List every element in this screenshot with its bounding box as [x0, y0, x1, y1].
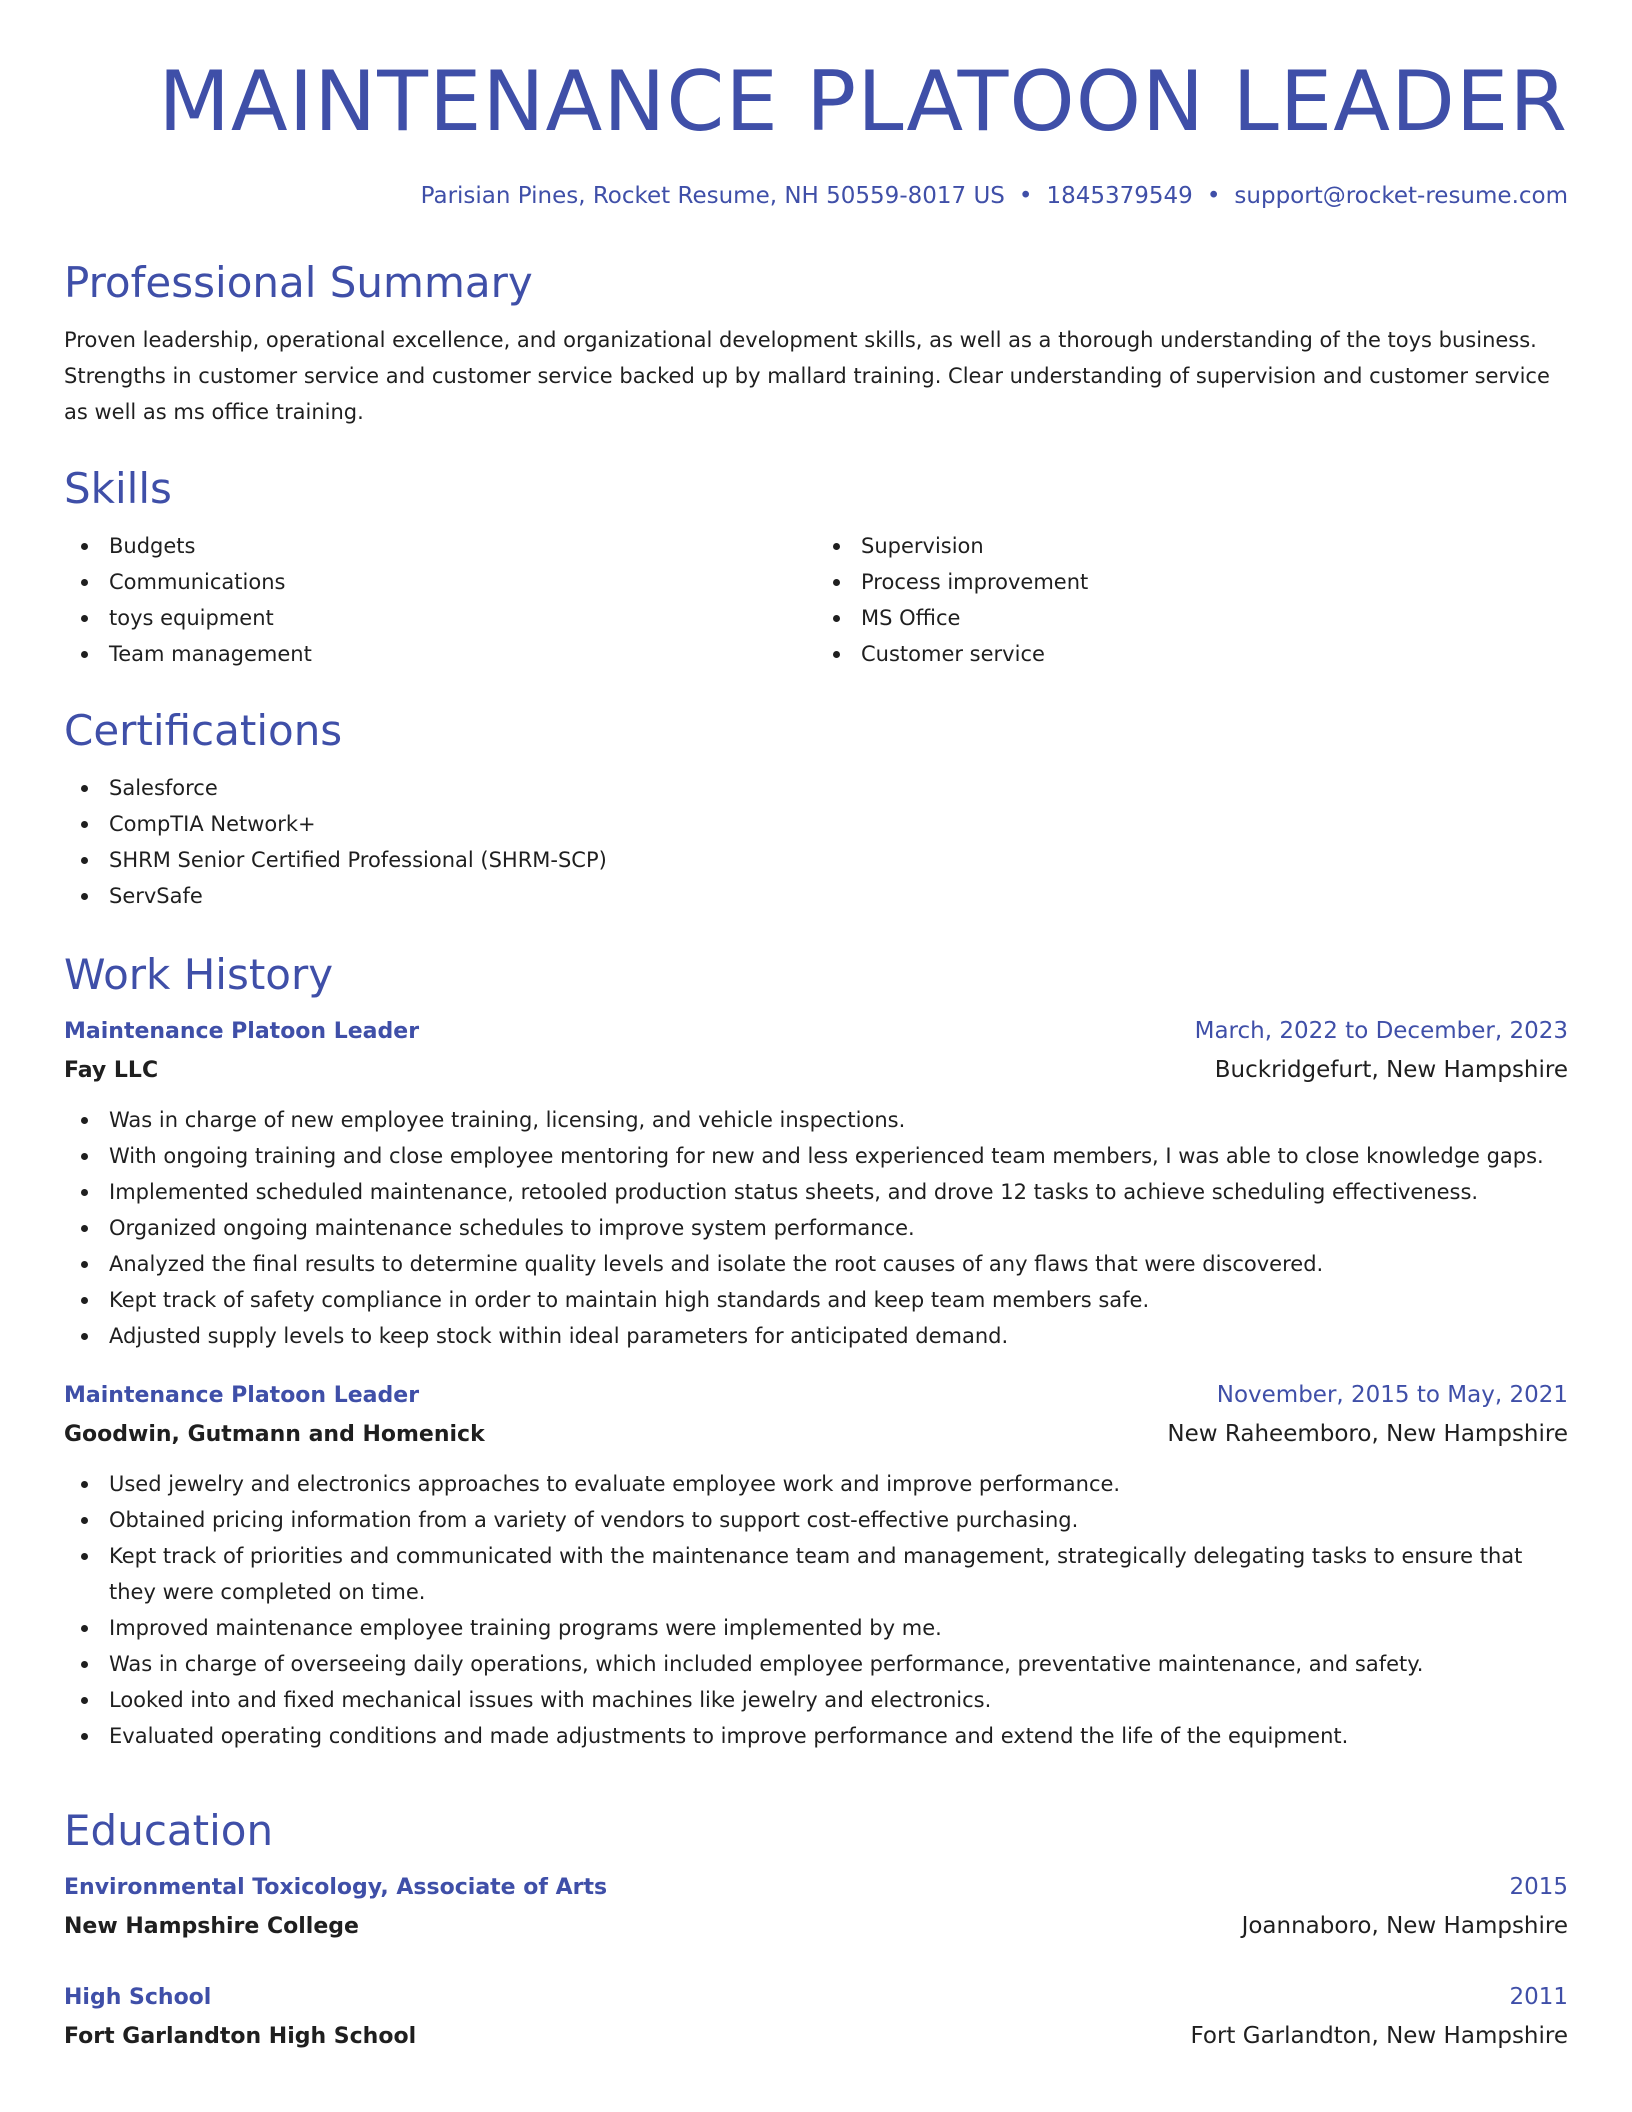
education-section [64, 1806, 1568, 2056]
certifications-title: Certifications [64, 706, 343, 755]
certifications-list [64, 770, 1568, 914]
job-bullet: Obtained pricing information from a variety of vendors to support cost-effective purchasing. [109, 1502, 1568, 1538]
certification-item: CompTIA Network+ [109, 806, 1568, 842]
summary-text: Proven leadership, operational excellence, and organizational development skills, as well as a thorough understanding of the toys business. Strengths in customer service and customer service backed up by mallard training. Clear understanding of supervision and customer service as well as ms office training. [64, 328, 1550, 424]
skills-title: Skills [64, 464, 172, 513]
job-bullet: Improved maintenance employee training programs were implemented by me. [109, 1610, 1568, 1646]
contact-separator: • [1018, 183, 1033, 209]
skill-item: Team management [109, 636, 816, 672]
job-bullet: Looked into and fixed mechanical issues with machines like jewelry and electronics. [109, 1682, 1568, 1718]
job-bullet: Used jewelry and electronics approaches to evaluate employee work and improve performance. [109, 1466, 1568, 1502]
contact-line [421, 180, 1568, 212]
job-employer-row [64, 1051, 1568, 1090]
education-entry [64, 1978, 1568, 2056]
job-bullet: Organized ongoing maintenance schedules to improve system performance. [109, 1210, 1568, 1246]
skill-item: Supervision [861, 528, 1568, 564]
work-section [64, 950, 1568, 1754]
job-bullet: Evaluated operating conditions and made adjustments to improve performance and extend the life of the equipment. [109, 1718, 1568, 1754]
work-title: Work History [64, 950, 334, 999]
job-employer: Fay LLC [64, 1058, 159, 1083]
skill-item: MS Office [861, 600, 1568, 636]
contact-email[interactable]: support@rocket-resume.com [1234, 183, 1568, 209]
skill-item: toys equipment [109, 600, 816, 636]
skill-item: Process improvement [861, 564, 1568, 600]
certification-item: ServSafe [109, 878, 1568, 914]
skill-item: Customer service [861, 636, 1568, 672]
job-bullets [64, 1466, 1568, 1754]
education-header-row [64, 1868, 1568, 1907]
certification-item: SHRM Senior Certified Professional (SHRM-SCP) [109, 842, 1568, 878]
resume-name: MAINTENANCE PLATOON LEADER [158, 53, 1568, 150]
contact-address: Parisian Pines, Rocket Resume, NH 50559-8017 US [420, 183, 1005, 209]
summary-title: Professional Summary [64, 258, 533, 307]
education-school: Fort Garlandton High School [64, 2024, 417, 2049]
education-school-row [64, 2017, 1568, 2056]
job-location: New Raheemboro, New Hampshire [1167, 1421, 1568, 1447]
job-title: Maintenance Platoon Leader [64, 1383, 420, 1408]
job-bullets [64, 1102, 1568, 1354]
job-location: Buckridgefurt, New Hampshire [1214, 1057, 1568, 1083]
education-entry [64, 1868, 1568, 1946]
education-degree: Environmental Toxicology, Associate of Arts [64, 1875, 608, 1900]
job-bullet: Analyzed the final results to determine quality levels and isolate the root causes of any flaws that were discovered. [109, 1246, 1568, 1282]
skills-grid [64, 528, 1568, 672]
certifications-section [64, 706, 1568, 914]
skill-item: Communications [109, 564, 816, 600]
education-school-row [64, 1907, 1568, 1946]
education-year: 2011 [1509, 1984, 1568, 2010]
education-title: Education [64, 1806, 274, 1855]
job-employer: Goodwin, Gutmann and Homenick [64, 1422, 485, 1447]
job-entry [64, 1012, 1568, 1354]
job-header-row [64, 1012, 1568, 1051]
education-location: Joannaboro, New Hampshire [1241, 1913, 1568, 1939]
education-year: 2015 [1509, 1874, 1568, 1900]
job-bullet: Adjusted supply levels to keep stock within ideal parameters for anticipated demand. [109, 1318, 1568, 1354]
job-dates: November, 2015 to May, 2021 [1216, 1382, 1568, 1408]
job-bullet: Kept track of safety compliance in order to maintain high standards and keep team members safe. [109, 1282, 1568, 1318]
contact-phone: 1845379549 [1046, 183, 1193, 209]
job-employer-row [64, 1415, 1568, 1454]
skills-list-left [64, 528, 816, 672]
education-location: Fort Garlandton, New Hampshire [1190, 2023, 1568, 2049]
education-header-row [64, 1978, 1568, 2017]
education-degree: High School [64, 1985, 212, 2010]
job-bullet: Was in charge of new employee training, licensing, and vehicle inspections. [109, 1102, 1568, 1138]
job-entry [64, 1376, 1568, 1754]
contact-separator: • [1206, 183, 1221, 209]
education-school: New Hampshire College [64, 1914, 359, 1939]
job-title: Maintenance Platoon Leader [64, 1019, 420, 1044]
job-bullet: Was in charge of overseeing daily operations, which included employee performance, preventative maintenance, and safety. [109, 1646, 1568, 1682]
skills-section [64, 464, 1568, 672]
job-header-row [64, 1376, 1568, 1415]
summary-section [64, 258, 1568, 430]
job-dates: March, 2022 to December, 2023 [1194, 1018, 1568, 1044]
certification-item: Salesforce [109, 770, 1568, 806]
job-bullet: Implemented scheduled maintenance, retooled production status sheets, and drove 12 tasks to achieve scheduling effectiveness. [109, 1174, 1568, 1210]
skills-list-right [816, 528, 1568, 672]
skill-item: Budgets [109, 528, 816, 564]
job-bullet: Kept track of priorities and communicated with the maintenance team and management, strategically delegating tasks to ensure that they were completed on time. [109, 1538, 1568, 1610]
job-bullet: With ongoing training and close employee mentoring for new and less experienced team members, I was able to close knowledge gaps. [109, 1138, 1568, 1174]
